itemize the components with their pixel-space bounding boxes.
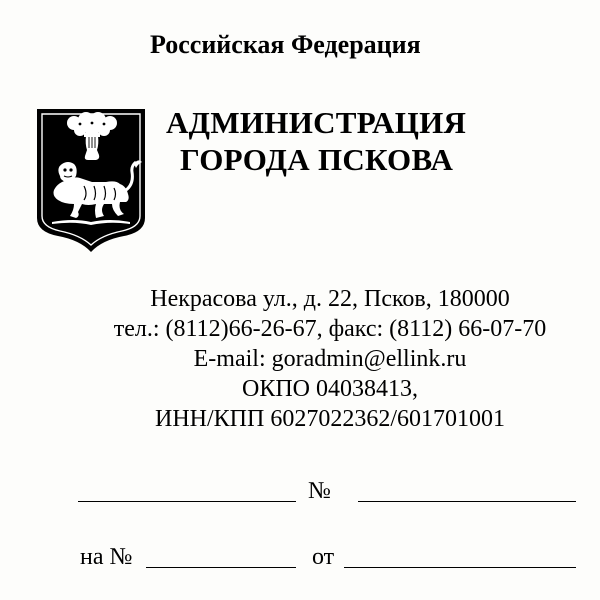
okpo-line: ОКПО 04038413, [241,376,418,402]
reply-number-blank[interactable] [146,566,296,568]
number-label: № [308,478,331,504]
email-line: E-mail: goradmin@ellink.ru [193,346,467,372]
pskov-coat-of-arms-icon [34,106,148,254]
reply-number-label: на № [80,544,133,570]
reply-to-row [0,540,600,580]
reply-date-blank[interactable] [344,566,576,568]
address-line: Некрасова ул., д. 22, Псков, 180000 [150,286,510,312]
organization-name-line2: ГОРОДА ПСКОВА [180,142,454,177]
contact-block [60,284,600,434]
phone-fax-line: тел.: (8112)66-26-67, факс: (8112) 66-07-70 [113,316,547,342]
outgoing-number-blank[interactable] [358,500,576,502]
outgoing-date-blank[interactable] [78,500,296,502]
organization-name-line1: АДМИНИСТРАЦИЯ [166,105,467,140]
organization-name [166,104,586,178]
inn-kpp-line: ИНН/КПП 6027022362/601701001 [154,406,505,432]
outgoing-number-row [0,474,600,514]
country-title: Российская Федерация [150,30,421,59]
reply-date-label: от [312,544,335,570]
